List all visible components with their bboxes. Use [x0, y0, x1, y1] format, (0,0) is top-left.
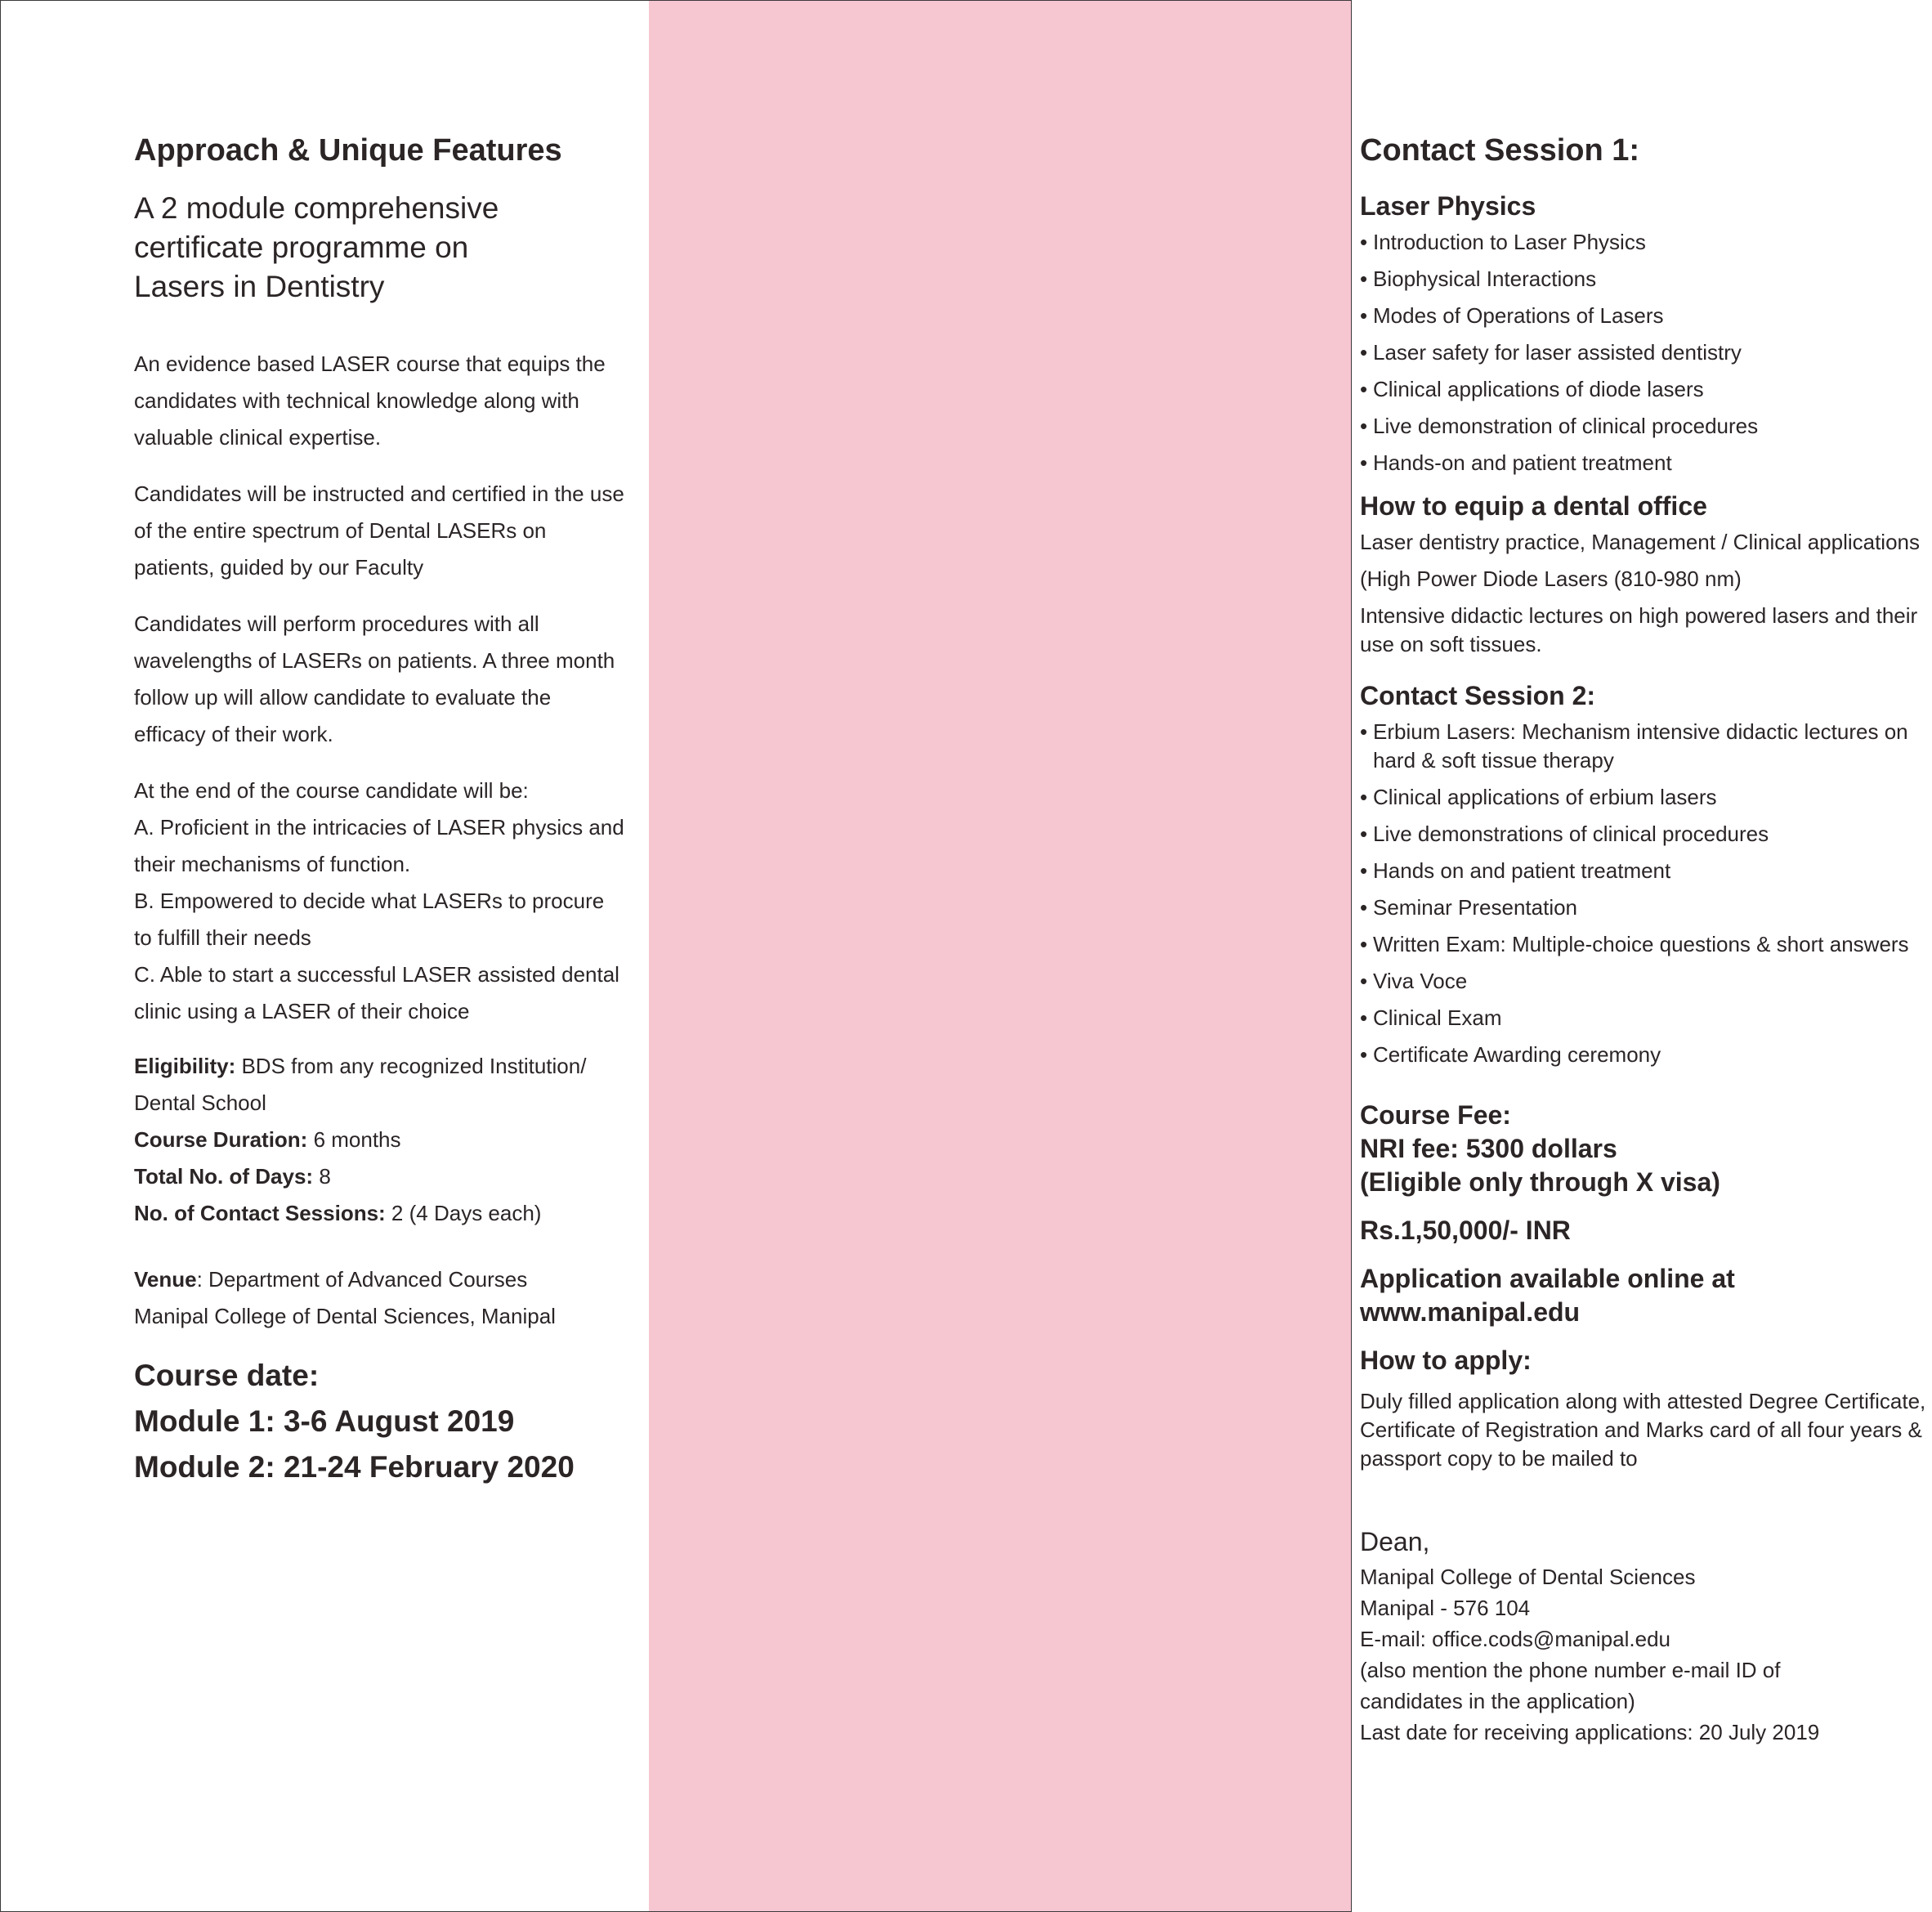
procedures-paragraph: Candidates will perform procedures with all wavelengths of LASERs on patients. A three month follow up will allow candidate to evaluate the efficacy of their work.	[134, 611, 615, 746]
equip-paragraph: Intensive didactic lectures on high powered lasers and their use on soft tissues.	[1360, 603, 1918, 656]
session-2-list	[1360, 718, 1932, 1069]
list-item-text: Clinical applications of erbium lasers	[1373, 785, 1717, 809]
list-item-text: Modes of Operations of Lasers	[1373, 303, 1664, 328]
list-item-text: Erbium Lasers: Mechanism intensive didactic lectures on hard & soft tissue therapy	[1373, 719, 1908, 772]
subtitle-line: certificate programme on	[134, 231, 469, 264]
list-item-text: Clinical Exam	[1373, 1005, 1502, 1030]
bullet-icon: •	[1360, 895, 1368, 920]
intro-paragraph: An evidence based LASER course that equips the candidates with technical knowledge along with valuable clinical expertise.	[134, 352, 606, 450]
dean-salutation: Dean,	[1360, 1527, 1430, 1556]
equip-office-title: How to equip a dental office	[1360, 491, 1707, 521]
right-content	[1360, 130, 1932, 1748]
right-column	[649, 1, 1926, 1911]
bullet-icon: •	[1360, 450, 1368, 475]
course-facts	[134, 1048, 624, 1232]
application-url: www.manipal.edu	[1360, 1297, 1581, 1327]
session-2-title: Contact Session 2:	[1360, 681, 1596, 710]
section-title: Approach & Unique Features	[134, 133, 562, 168]
equip-paragraph: (High Power Diode Lasers (810-980 nm)	[1360, 566, 1742, 591]
outcome-item: C. Able to start a successful LASER assisted dental clinic using a LASER of their choice	[134, 962, 619, 1023]
days-value: 8	[313, 1164, 331, 1189]
programme-subtitle	[134, 189, 624, 307]
sessions-label: No. of Contact Sessions:	[134, 1201, 386, 1225]
bullet-icon: •	[1360, 266, 1368, 291]
left-content	[134, 130, 624, 1490]
application-deadline: Last date for receiving applications: 20 July 2019	[1360, 1720, 1820, 1744]
bullet-icon: •	[1360, 340, 1368, 365]
list-item	[1360, 412, 1932, 441]
eligibility	[134, 1048, 624, 1122]
bullet-icon: •	[1360, 414, 1368, 438]
list-item	[1360, 857, 1932, 885]
list-item	[1360, 1041, 1932, 1069]
fee-line: (Eligible only through X visa)	[1360, 1167, 1720, 1197]
list-item	[1360, 783, 1932, 812]
how-to-apply-text: Duly filled application along with attested Degree Certificate, Certificate of Registration and Marks card of all four years & passport copy to be mailed to	[1360, 1389, 1926, 1471]
days-label: Total No. of Days:	[134, 1164, 314, 1189]
outcome-item: B. Empowered to decide what LASERs to procure to fulfill their needs	[134, 889, 605, 950]
module-1-date: Module 1: 3-6 August 2019	[134, 1404, 515, 1438]
bullet-icon: •	[1360, 822, 1368, 846]
subtitle-line: A 2 module comprehensive	[134, 191, 499, 225]
list-item-text: Biophysical Interactions	[1373, 266, 1597, 291]
address-line: Manipal College of Dental Sciences	[1360, 1565, 1696, 1589]
bullet-icon: •	[1360, 377, 1368, 401]
venue	[134, 1261, 624, 1335]
fee-line: NRI fee: 5300 dollars	[1360, 1134, 1617, 1163]
list-item-text: Live demonstration of clinical procedures	[1373, 414, 1759, 438]
contact-sessions	[134, 1195, 624, 1232]
list-item	[1360, 338, 1932, 367]
list-item-text: Laser safety for laser assisted dentistry	[1373, 340, 1742, 365]
application-line: Application available online at	[1360, 1264, 1735, 1293]
bullet-icon: •	[1360, 303, 1368, 328]
list-item-text: Hands-on and patient treatment	[1373, 450, 1672, 475]
sessions-value: 2 (4 Days each)	[385, 1201, 542, 1225]
subtitle-line: Lasers in Dentistry	[134, 270, 385, 303]
address-line: candidates in the application)	[1360, 1689, 1635, 1713]
list-item-text: Hands on and patient treatment	[1373, 858, 1671, 883]
list-item	[1360, 449, 1932, 477]
bullet-icon: •	[1360, 719, 1368, 744]
course-date-title: Course date:	[134, 1359, 320, 1392]
list-item-text: Introduction to Laser Physics	[1373, 230, 1646, 254]
bullet-icon: •	[1360, 785, 1368, 809]
list-item	[1360, 228, 1932, 257]
list-item	[1360, 930, 1932, 959]
list-item-text: Viva Voce	[1373, 969, 1468, 993]
eligibility-label: Eligibility:	[134, 1054, 236, 1078]
list-item	[1360, 893, 1932, 922]
list-item-text: Seminar Presentation	[1373, 895, 1578, 920]
list-item-text: Written Exam: Multiple-choice questions & short answers	[1373, 932, 1909, 956]
mailing-address	[1360, 1561, 1932, 1748]
eligibility-value: BDS from any recognized Institution/ Dental School	[134, 1054, 587, 1115]
bullet-icon: •	[1360, 1042, 1368, 1067]
list-item	[1360, 302, 1932, 330]
list-item	[1360, 967, 1932, 996]
how-to-apply-title: How to apply:	[1360, 1346, 1532, 1375]
list-item-text: Clinical applications of diode lasers	[1373, 377, 1704, 401]
duration-value: 6 months	[307, 1127, 401, 1152]
course-date	[134, 1353, 624, 1490]
outcome-item: A. Proficient in the intricacies of LASER physics and their mechanisms of function.	[134, 815, 624, 876]
laser-physics-list	[1360, 228, 1932, 477]
list-item	[1360, 718, 1932, 775]
duration-label: Course Duration:	[134, 1127, 308, 1152]
address-email: E-mail: office.cods@manipal.edu	[1360, 1627, 1670, 1651]
venue-label: Venue	[134, 1267, 197, 1292]
venue-line	[134, 1261, 624, 1298]
list-item	[1360, 1004, 1932, 1032]
list-item	[1360, 265, 1932, 293]
bullet-icon: •	[1360, 230, 1368, 254]
fee-line: Course Fee:	[1360, 1100, 1511, 1130]
list-item-text: Live demonstrations of clinical procedures	[1373, 822, 1769, 846]
bullet-icon: •	[1360, 969, 1368, 993]
laser-physics-title: Laser Physics	[1360, 191, 1536, 221]
outcomes-intro: At the end of the course candidate will be:	[134, 778, 529, 803]
course-duration	[134, 1122, 624, 1158]
bullet-icon: •	[1360, 932, 1368, 956]
venue-college: Manipal College of Dental Sciences, Manipal	[134, 1304, 556, 1328]
outcomes-block	[134, 772, 624, 1030]
bullet-icon: •	[1360, 1005, 1368, 1030]
address-line: (also mention the phone number e-mail ID of	[1360, 1658, 1781, 1682]
address-line: Manipal - 576 104	[1360, 1596, 1531, 1620]
inr-fee: Rs.1,50,000/- INR	[1360, 1216, 1571, 1245]
equip-paragraph: Laser dentistry practice, Management / Clinical applications	[1360, 530, 1921, 554]
bullet-icon: •	[1360, 858, 1368, 883]
total-days	[134, 1158, 624, 1195]
module-2-date: Module 2: 21-24 February 2020	[134, 1450, 575, 1484]
list-item	[1360, 375, 1932, 404]
venue-department: : Department of Advanced Courses	[196, 1267, 528, 1292]
list-item	[1360, 820, 1932, 849]
instruction-paragraph: Candidates will be instructed and certified in the use of the entire spectrum of Dental LASERs on patients, guided by our Faculty	[134, 481, 624, 580]
left-column	[1, 1, 649, 1911]
application-online	[1360, 1262, 1932, 1329]
course-fee	[1360, 1099, 1932, 1199]
list-item-text: Certificate Awarding ceremony	[1373, 1042, 1661, 1067]
session-1-title: Contact Session 1:	[1360, 133, 1640, 168]
